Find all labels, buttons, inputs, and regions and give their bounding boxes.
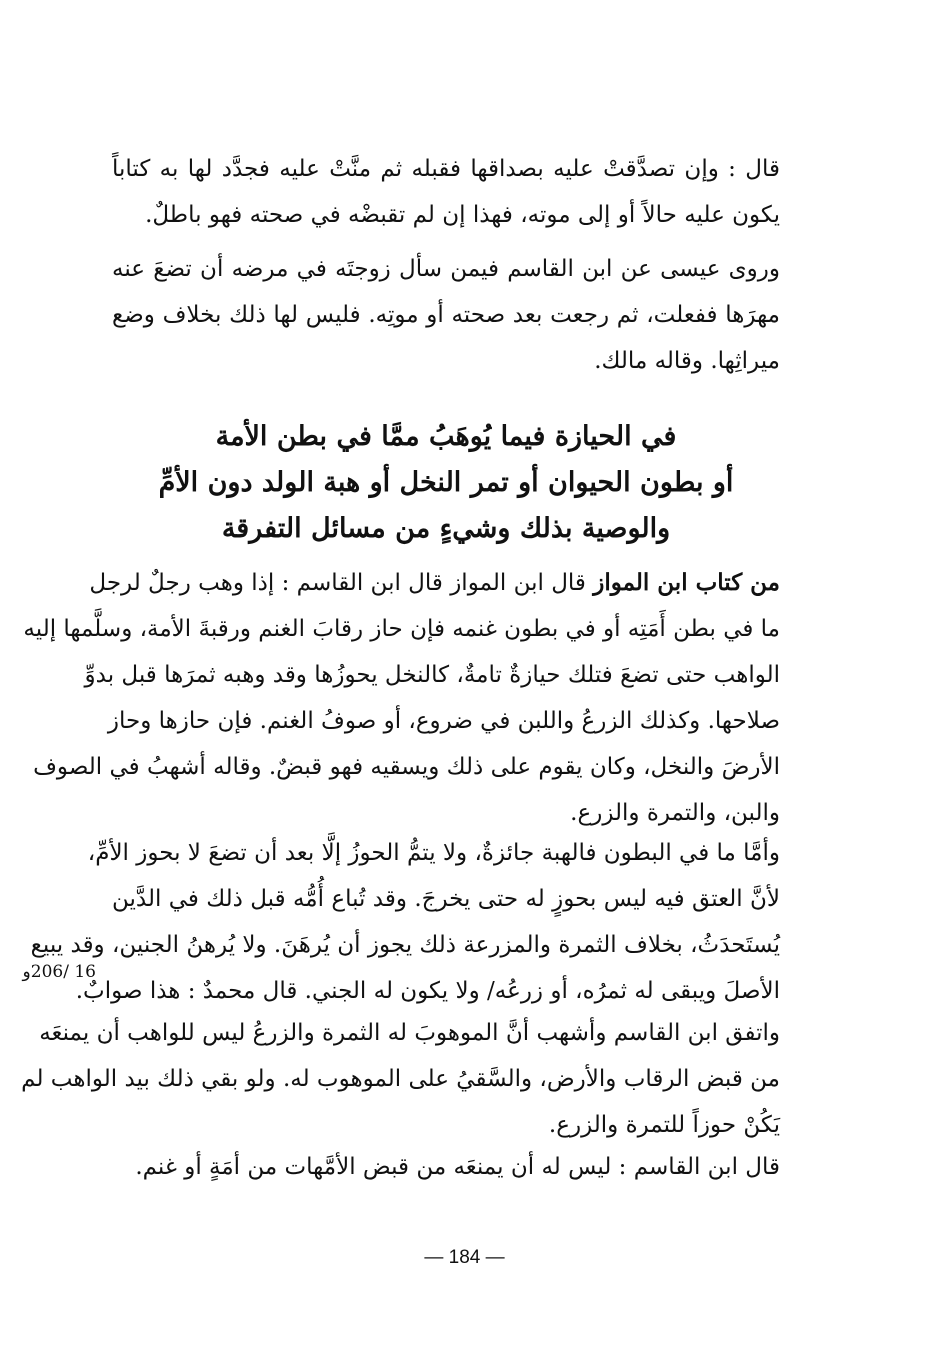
- paragraph-2: [112, 246, 780, 384]
- paragraph-5: [21, 1010, 780, 1148]
- page-number: — 184 —: [424, 1247, 505, 1268]
- text-line: والبن، والتمرة والزرع.: [570, 800, 780, 826]
- text-line: يكون عليه حالاً أو إلى موته، فهذا إن لم تقبضْه في صحته فهو باطلٌ.: [145, 202, 780, 228]
- text-line: الأرضَ والنخل، وكان يقوم على ذلك ويسقيه فهو قبضٌ. وقاله أشهبُ في الصوف: [33, 754, 780, 780]
- heading-line: أو بطون الحيوان أو تمر النخل أو هبة الولد دون الأمِّ: [158, 467, 734, 498]
- text-line: يَكُنْ حوزاً للتمرة والزرع.: [548, 1112, 780, 1138]
- source-reference: من كتاب ابن المواز: [593, 569, 780, 596]
- paragraph-6: [112, 1144, 780, 1190]
- text-line: يُستَحدَثُ، بخلاف الثمرة والمزرعة ذلك يجوز أن يُرهَنَ. ولا يُرهنُ الجنين، وقد يبيع: [30, 932, 780, 958]
- text-line: من قبض الرقاب والأرض، والسَّقيُ على الموهوب له. ولو بقي ذلك بيد الواهب لم: [21, 1066, 780, 1092]
- text-line-rest: قال ابن المواز قال ابن القاسم : إذا وهب رجلٌ لرجل: [89, 570, 594, 596]
- text-line: الواهب حتى تضعَ فتلك حيازةٌ تامةٌ، كالنخل يحوزُها وقد وهبه ثمرَها قبل بدوِّ: [84, 662, 780, 688]
- section-heading: [112, 414, 780, 552]
- paragraph-1: [112, 146, 780, 238]
- text-line: ميراثِها. وقاله مالك.: [594, 348, 780, 374]
- text-line: صلاحها. وكذلك الزرعُ واللبن في ضروع، أو صوفُ الغنم. فإن حازها وحاز: [107, 708, 780, 734]
- text-line: قال : وإن تصدَّقتْ عليه بصداقها فقبله ثم منَّتْ عليه فجدَّد لها به كتاباً: [112, 156, 780, 182]
- text-line: قال ابن القاسم : ليس له أن يمنعَه من قبض الأمَّهات من أمَةٍ أو غنم.: [135, 1154, 780, 1180]
- text-line: وأمَّا ما في البطون فالهبة جائزةٌ، ولا يتمُّ الحوزُ إلَّا بعد أن تضعَ لا بحوز الأمِّ،: [87, 840, 780, 866]
- paragraph-3: [23, 560, 780, 836]
- heading-line: والوصية بذلك وشيءٍ من مسائل التفرقة: [221, 513, 671, 544]
- text-line: ما في بطن أَمَتِه أو في بطون غنمه فإن حاز رقابَ الغنم ورقبةَ الأمة، وسلَّمها إليه: [23, 616, 780, 642]
- heading-line: في الحيازة فيما يُوهَبُ ممَّا في بطن الأمة: [215, 421, 677, 452]
- text-line: [89, 560, 780, 606]
- margin-note: 16 /206و: [22, 962, 96, 982]
- text-line: واتفق ابن القاسم وأشهب أنَّ الموهوبَ له الثمرة والزرعُ ليس للواهب أن يمنعَه: [39, 1020, 780, 1046]
- text-line: مهرَها ففعلت، ثم رجعت بعد صحته أو موتِه. فليس لها ذلك بخلاف وضع: [112, 302, 780, 328]
- text-line: وروى عيسى عن ابن القاسم فيمن سأل زوجتَه في مرضه أن تضعَ عنه: [112, 256, 780, 282]
- text-line: الأصلَ ويبقى له ثمرُه، أو زرعُه/ ولا يكون له الجني. قال محمدٌ : هذا صوابٌ.: [75, 978, 780, 1004]
- text-line: لأنَّ العتق فيه ليس بحوزٍ له حتى يخرجَ. وقد تُباع أُمُّه قبل ذلك في الدَّين: [112, 886, 780, 912]
